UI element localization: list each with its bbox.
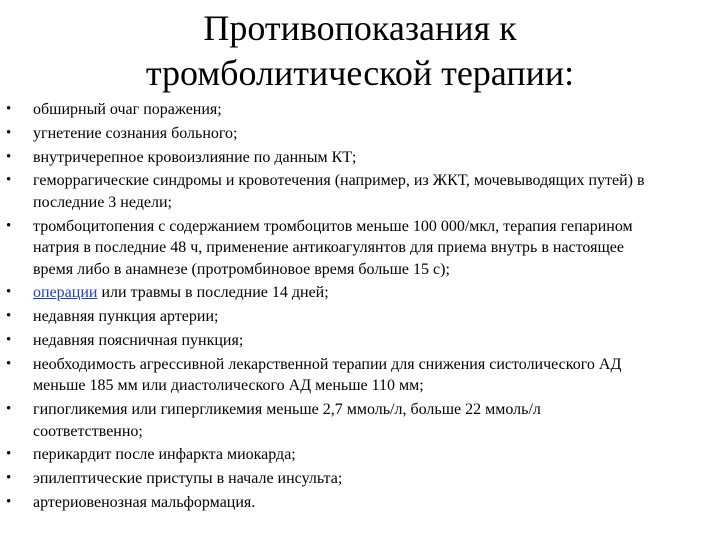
bullet-icon: • bbox=[6, 401, 12, 418]
item-text-continued: соответственно; bbox=[33, 422, 143, 440]
list-item bbox=[6, 306, 720, 328]
list-item bbox=[6, 282, 720, 304]
item-text: эпилептические приступы в начале инсульта; bbox=[33, 470, 343, 488]
item-text-rest: или травмы в последние 14 дней; bbox=[97, 284, 329, 302]
bullet-icon: • bbox=[6, 284, 12, 301]
list-item bbox=[6, 147, 720, 169]
item-text: необходимость агрессивной лекарственной терапии для снижения систолического АД bbox=[33, 355, 622, 373]
list-item bbox=[6, 354, 720, 397]
item-text: недавняя пункция артерии; bbox=[33, 308, 219, 326]
item-text: перикардит после инфаркта миокарда; bbox=[33, 446, 296, 464]
item-text-continued: последние 3 недели; bbox=[33, 193, 172, 211]
item-text bbox=[33, 282, 720, 304]
contraindications-list bbox=[6, 99, 720, 516]
bullet-icon: • bbox=[6, 308, 12, 325]
item-text-continued: натрия в последние 48 ч, применение антикоагулянтов для приема внутрь в настоящее bbox=[33, 239, 624, 257]
bullet-icon: • bbox=[6, 446, 12, 463]
bullet-icon: • bbox=[6, 470, 12, 487]
list-item bbox=[6, 444, 720, 466]
item-text: внутричерепное кровоизлияние по данным КТ; bbox=[33, 148, 357, 166]
list-item bbox=[6, 330, 720, 352]
operations-link[interactable]: операции bbox=[33, 284, 98, 302]
list-item bbox=[6, 468, 720, 490]
item-text-continued: время либо в анамнезе (протромбиновое время больше 15 с); bbox=[33, 260, 450, 278]
list-item bbox=[6, 99, 720, 121]
bullet-icon: • bbox=[6, 217, 12, 234]
item-text: артериовенозная мальформация. bbox=[33, 494, 256, 512]
bullet-icon: • bbox=[6, 148, 12, 165]
list-item bbox=[6, 216, 720, 281]
item-text: обширный очаг поражения; bbox=[33, 101, 222, 118]
bullet-icon: • bbox=[6, 494, 12, 511]
slide-title bbox=[0, 6, 720, 96]
title-line-2: тромболитической терапии: bbox=[145, 53, 575, 93]
list-item bbox=[6, 170, 720, 213]
item-text: недавняя поясничная пункция; bbox=[33, 332, 244, 350]
bullet-icon: • bbox=[6, 172, 12, 189]
bullet-icon: • bbox=[6, 124, 12, 141]
bullet-icon: • bbox=[6, 101, 12, 117]
list-item bbox=[6, 492, 720, 514]
bullet-icon: • bbox=[6, 332, 12, 349]
list-item bbox=[6, 123, 720, 145]
item-text: геморрагические синдромы и кровотечения (например, из ЖКТ, мочевыводящих путей) в bbox=[33, 172, 645, 190]
item-text-continued: меньше 185 мм или диастолического АД меньше 110 мм; bbox=[33, 377, 424, 395]
item-text: угнетение сознания больного; bbox=[33, 124, 238, 142]
list-item bbox=[6, 399, 720, 442]
bullet-icon: • bbox=[6, 355, 12, 372]
item-text: гипогликемия или гипергликемия меньше 2,7 ммоль/л, больше 22 ммоль/л bbox=[33, 401, 541, 419]
title-line-1: Противопоказания к bbox=[203, 8, 517, 48]
item-text: тромбоцитопения с содержанием тромбоцитов меньше 100 000/мкл, терапия гепарином bbox=[33, 217, 633, 235]
